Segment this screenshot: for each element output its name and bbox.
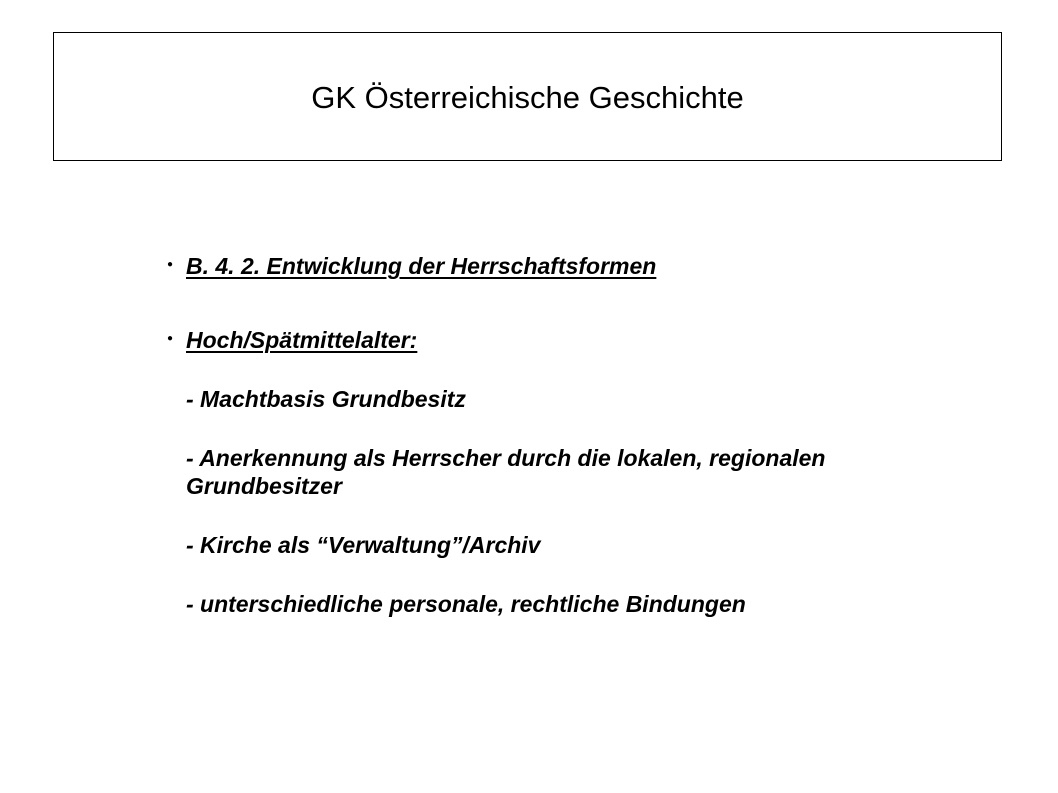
slide-content — [160, 252, 1020, 618]
bullet-icon: ● — [167, 333, 174, 344]
section-heading: B. 4. 2. Entwicklung der Herrschaftsformen — [186, 253, 657, 279]
point-machtbasis: - Machtbasis Grundbesitz — [186, 386, 466, 412]
slide-title: GK Österreichische Geschichte — [311, 80, 744, 115]
point-kirche: - Kirche als “Verwaltung”/Archiv — [186, 532, 541, 558]
bullet-item-period — [160, 326, 1020, 618]
bullet-icon: ● — [167, 259, 174, 270]
period-heading: Hoch/Spätmittelalter: — [186, 327, 418, 353]
point-anerkennung-continued: Grundbesitzer — [186, 473, 342, 499]
title-box — [53, 32, 1002, 161]
bullet-item-section — [160, 252, 1020, 280]
point-bindungen: - unterschiedliche personale, rechtliche Bindungen — [186, 591, 746, 617]
point-anerkennung: - Anerkennung als Herrscher durch die lokalen, regionalen — [186, 445, 826, 471]
